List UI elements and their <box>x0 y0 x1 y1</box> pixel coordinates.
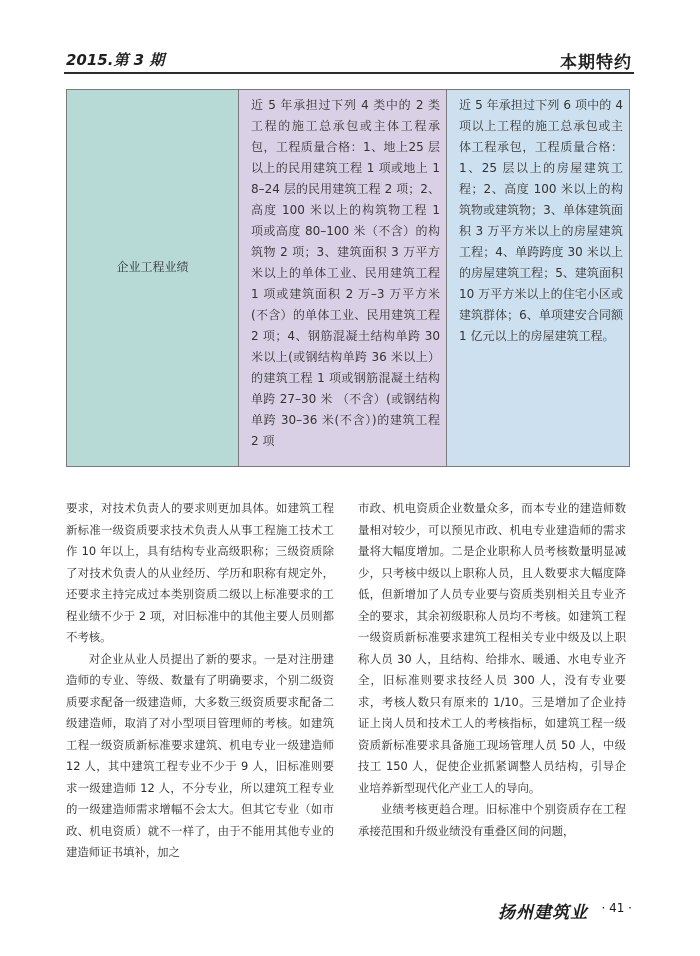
magazine-logo: 扬州建筑业 <box>498 903 588 923</box>
table-cell-grade-one <box>447 90 629 466</box>
paragraph: 要求，对技术负责人的要求则更加具体。如建筑工程新标准一级资质要求技术负责人从事工程施工技术工作 10 年以上，具有结构专业高级职称；三级资质除了对技术负责人的从业经历、学历和职称有规定外，还要求主持完成过本类别资质二级以上标准要求的工程业绩不少于 2 项，对旧标准中的其他主要人员则都不考核。 <box>66 501 334 644</box>
section-title: 本期特约 <box>560 53 632 73</box>
paragraph: 业绩考核更趋合理。旧标准中个别资质存在工程承接范围和升级业绩没有重叠区间的问题， <box>358 802 626 838</box>
paragraph: 对企业从业人员提出了新的要求。一是对注册建造师的专业、等级、数量有了明确要求，个别二级资质要求配备一级建造师，大多数三级资质要求配备二级建造师，取消了对小型项目管理师的考核。如建筑工程一级资质新标准要求建筑、机电专业一级建造师 12 人，其中建筑工程专业不少于 9 人，旧标准则要求一级建造师 12 人，不分专业，所以建筑工程专业的一级建造师需求增幅不会太大。但其它专业（如市政、机电资质）就不一样了，由于不能用其他专业的建造师证书填补，加之 <box>66 651 334 859</box>
body-column-left <box>66 498 334 864</box>
grade-two-requirements: 近 5 年承担过下列 4 类中的 2 类工程的施工总承包或主体工程承包，工程质量合格：1、地上25 层以上的民用建筑工程 1 项或地上 18–24 层的民用建筑工程 2 项；2、高度 100 米以上的构筑物工程 1 项或高度 80–100 米（不含）的构筑物 2 项；3、建筑面积 3 万平方米以上的单体工业、民用建筑工程 1 项或建筑面积 2 万–3 万平方米(不含）的单体工业、民用建筑工程 2 项；4、钢筋混凝土结构单跨 30 米以上(或钢结构单跨 36 米以上）的建筑工程 1 项或钢筋混凝土结构单跨 27–30 米 （不含）(或钢结构单跨 30–36 米(不含）)的建筑工程 2 项 <box>251 98 440 448</box>
row-label: 企业工程业绩 <box>116 260 189 274</box>
paragraph: 市政、机电资质企业数量众多，而本专业的建造师数量相对较少，可以预见市政、机电专业建造师的需求量将大幅度增加。二是企业职称人员考核数量明显减少，只考核中级以上职称人员，且人数要求大幅度降低，但新增加了人员专业要与资质类别相关且专业齐全的要求，其余初级职称人员均不考核。如建筑工程一级资质新标准要求建筑工程相关专业中级及以上职称人员 30 人，且结构、给排水、暖通、水电专业齐全，旧标准则要求技经人员 300 人，没有专业要求，考核人数只有原来的 1/10。三是增加了企业持证上岗人员和技术工人的考核指标，如建筑工程一级资质新标准要求具备施工现场管理人员 50 人，中级技工 150 人，促使企业抓紧调整人员结构，引导企业培养新型现代化产业工人的导向。 <box>358 501 626 795</box>
table-row-label-cell <box>67 90 239 466</box>
table-cell-grade-two <box>239 90 447 466</box>
qualification-table <box>66 89 630 467</box>
body-column-right <box>358 498 626 842</box>
page-number: · 41 · <box>601 901 632 915</box>
page-header <box>64 46 634 74</box>
grade-one-requirements: 近 5 年承担过下列 6 项中的 4 项以上工程的施工总承包或主体工程承包，工程质量合格：1、25 层以上的房屋建筑工程；2、高度 100 米以上的构筑物或建筑物；3、单体建筑面积 3 万平方米以上的房屋建筑工程；4、单跨跨度 30 米以上的房屋建筑工程；5、建筑面积 10 万平方米以上的住宅小区或建筑群体；6、单项建安合同额 1 亿元以上的房屋建筑工程。 <box>459 98 623 343</box>
issue-label: 2015.第 3 期 <box>66 51 165 69</box>
page-footer <box>498 898 634 922</box>
